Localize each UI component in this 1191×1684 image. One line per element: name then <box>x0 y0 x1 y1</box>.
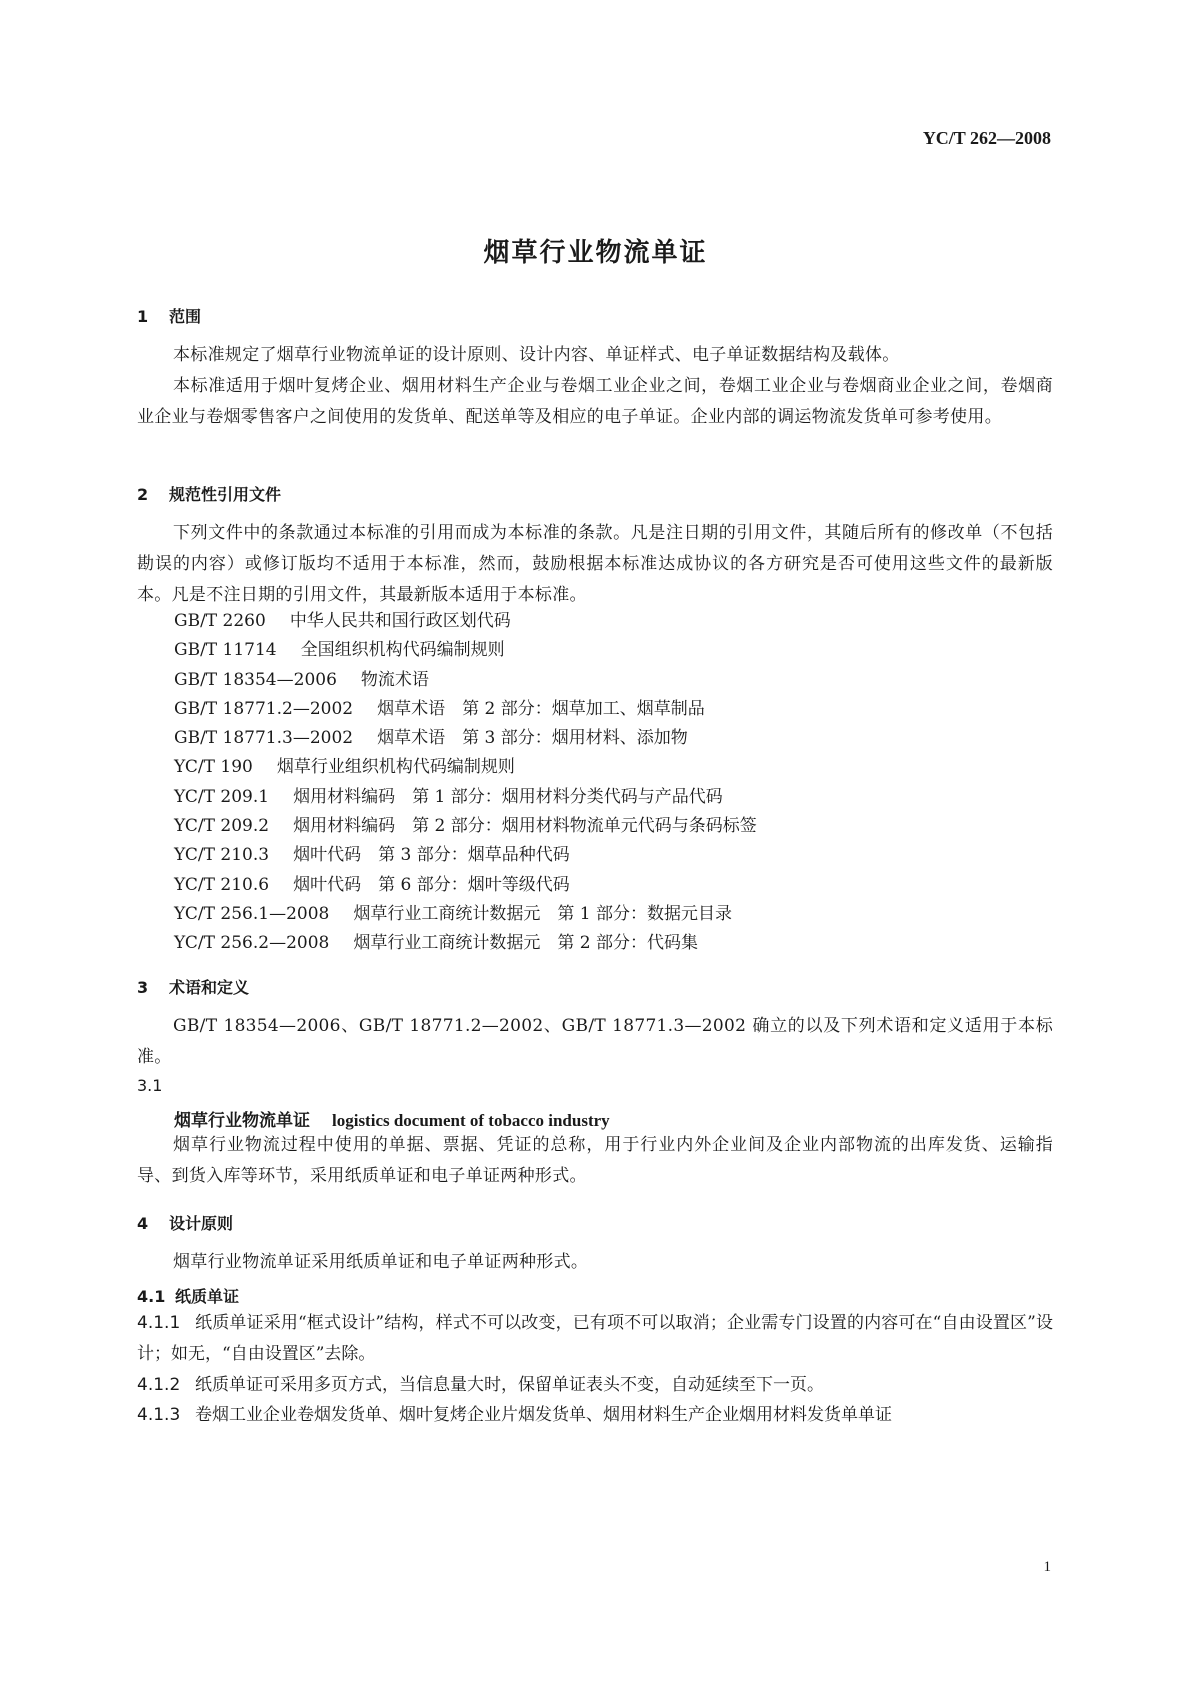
reference-code: YC/T 210.3 <box>174 845 270 865</box>
reference-item <box>174 787 723 807</box>
paragraph: 烟草行业物流单证采用纸质单证和电子单证两种形式。 <box>173 1252 589 1272</box>
clause-number: 4.1.1 <box>137 1313 181 1333</box>
reference-title: 烟草行业组织机构代码编制规则 <box>276 757 515 777</box>
term-english: logistics document of tobacco industry <box>332 1111 610 1130</box>
reference-code: YC/T 256.1—2008 <box>174 904 330 924</box>
section-title: 范围 <box>169 307 202 326</box>
reference-title: 中华人民共和国行政区划代码 <box>289 611 511 631</box>
reference-code: GB/T 2260 <box>174 611 266 631</box>
clause-number: 4.1.3 <box>137 1405 181 1425</box>
reference-item <box>174 670 429 690</box>
clause-text: 纸质单证可采用多页方式，当信息量大时，保留单证表头不变，自动延续至下一页。 <box>195 1375 824 1395</box>
clause-number: 4.1.2 <box>137 1375 181 1395</box>
clause-text: 卷烟工业企业卷烟发货单、烟叶复烤企业片烟发货单、烟用材料生产企业烟用材料发货单单证 <box>195 1405 892 1425</box>
reference-item <box>174 816 757 836</box>
reference-code: YC/T 190 <box>174 757 253 777</box>
reference-title: 烟草术语 第 2 部分：烟草加工、烟草制品 <box>377 699 705 719</box>
reference-title: 烟叶代码 第 3 部分：烟草品种代码 <box>293 845 570 865</box>
reference-code: GB/T 18354—2006 <box>174 670 337 690</box>
section-3-heading <box>137 975 249 998</box>
reference-title: 烟叶代码 第 6 部分：烟叶等级代码 <box>293 875 570 895</box>
section-number: 3 <box>137 978 149 997</box>
reference-code: YC/T 256.2—2008 <box>174 933 330 953</box>
paragraph: 本标准适用于烟叶复烤企业、烟用材料生产企业与卷烟工业企业之间，卷烟工业企业与卷烟商业企业之间，卷烟商业企业与卷烟零售客户之间使用的发货单、配送单等及相应的电子单证。企业内部的调运物流发货单可参考使用。 <box>137 376 1053 427</box>
reference-code: GB/T 18771.2—2002 <box>174 699 354 719</box>
section-title: 规范性引用文件 <box>169 485 282 504</box>
reference-title: 烟用材料编码 第 1 部分：烟用材料分类代码与产品代码 <box>293 787 723 807</box>
section-number: 2 <box>137 485 149 504</box>
clause <box>137 1308 1053 1370</box>
section-1-heading <box>137 304 201 327</box>
subclause-number: 3.1 <box>137 1076 163 1095</box>
reference-title: 烟草术语 第 3 部分：烟用材料、添加物 <box>377 728 688 748</box>
paragraph: GB/T 18354—2006、GB/T 18771.2—2002、GB/T 18771.3—2002 确立的以及下列术语和定义适用于本标准。 <box>137 1016 1053 1067</box>
section-number: 1 <box>137 307 149 326</box>
reference-code: YC/T 209.2 <box>174 816 270 836</box>
reference-title: 全国组织机构代码编制规则 <box>300 640 505 660</box>
section-title: 术语和定义 <box>169 978 250 997</box>
document-title: 烟草行业物流单证 <box>483 238 708 268</box>
subclause-heading <box>137 1284 239 1307</box>
paragraph: 本标准规定了烟草行业物流单证的设计原则、设计内容、单证样式、电子单证数据结构及载体。 <box>173 345 900 365</box>
page-number: 1 <box>1043 1559 1051 1575</box>
clause <box>137 1370 1053 1401</box>
standard-code: YC/T 262—2008 <box>922 128 1051 148</box>
section-number: 4 <box>137 1214 149 1233</box>
reference-code: GB/T 11714 <box>174 640 277 660</box>
reference-title: 物流术语 <box>360 670 429 690</box>
reference-item <box>174 728 688 748</box>
reference-item <box>174 640 505 660</box>
section-2-heading <box>137 482 281 505</box>
reference-item <box>174 757 515 777</box>
reference-item <box>174 845 570 865</box>
reference-title: 烟草行业工商统计数据元 第 2 部分：代码集 <box>353 933 698 953</box>
clause <box>137 1400 1053 1431</box>
term-definition: 烟草行业物流过程中使用的单据、票据、凭证的总称，用于行业内外企业间及企业内部物流的出库发货、运输指导、到货入库等环节，采用纸质单证和电子单证两种形式。 <box>137 1135 1053 1186</box>
reference-code: YC/T 210.6 <box>174 875 270 895</box>
term-entry <box>174 1106 610 1131</box>
clause-text: 纸质单证采用“框式设计”结构，样式不可以改变，已有项不可以取消；企业需专门设置的内容可在“自由设置区”设计；如无，“自由设置区”去除。 <box>137 1313 1053 1364</box>
reference-title: 烟用材料编码 第 2 部分：烟用材料物流单元代码与条码标签 <box>293 816 757 836</box>
reference-item <box>174 904 732 924</box>
reference-code: GB/T 18771.3—2002 <box>174 728 354 748</box>
section-title: 设计原则 <box>169 1214 234 1233</box>
reference-item <box>174 933 698 953</box>
reference-item <box>174 611 511 631</box>
section-4-heading <box>137 1211 233 1234</box>
subclause-title: 纸质单证 <box>175 1287 240 1306</box>
reference-item <box>174 875 570 895</box>
subclause-number: 4.1 <box>137 1287 166 1306</box>
reference-item <box>174 699 705 719</box>
reference-title: 烟草行业工商统计数据元 第 1 部分：数据元目录 <box>353 904 732 924</box>
term-chinese: 烟草行业物流单证 <box>174 1111 310 1131</box>
reference-code: YC/T 209.1 <box>174 787 270 807</box>
paragraph: 下列文件中的条款通过本标准的引用而成为本标准的条款。凡是注日期的引用文件，其随后所有的修改单（不包括勘误的内容）或修订版均不适用于本标准，然而，鼓励根据本标准达成协议的各方研究是否可使用这些文件的最新版本。凡是不注日期的引用文件，其最新版本适用于本标准。 <box>137 523 1053 605</box>
